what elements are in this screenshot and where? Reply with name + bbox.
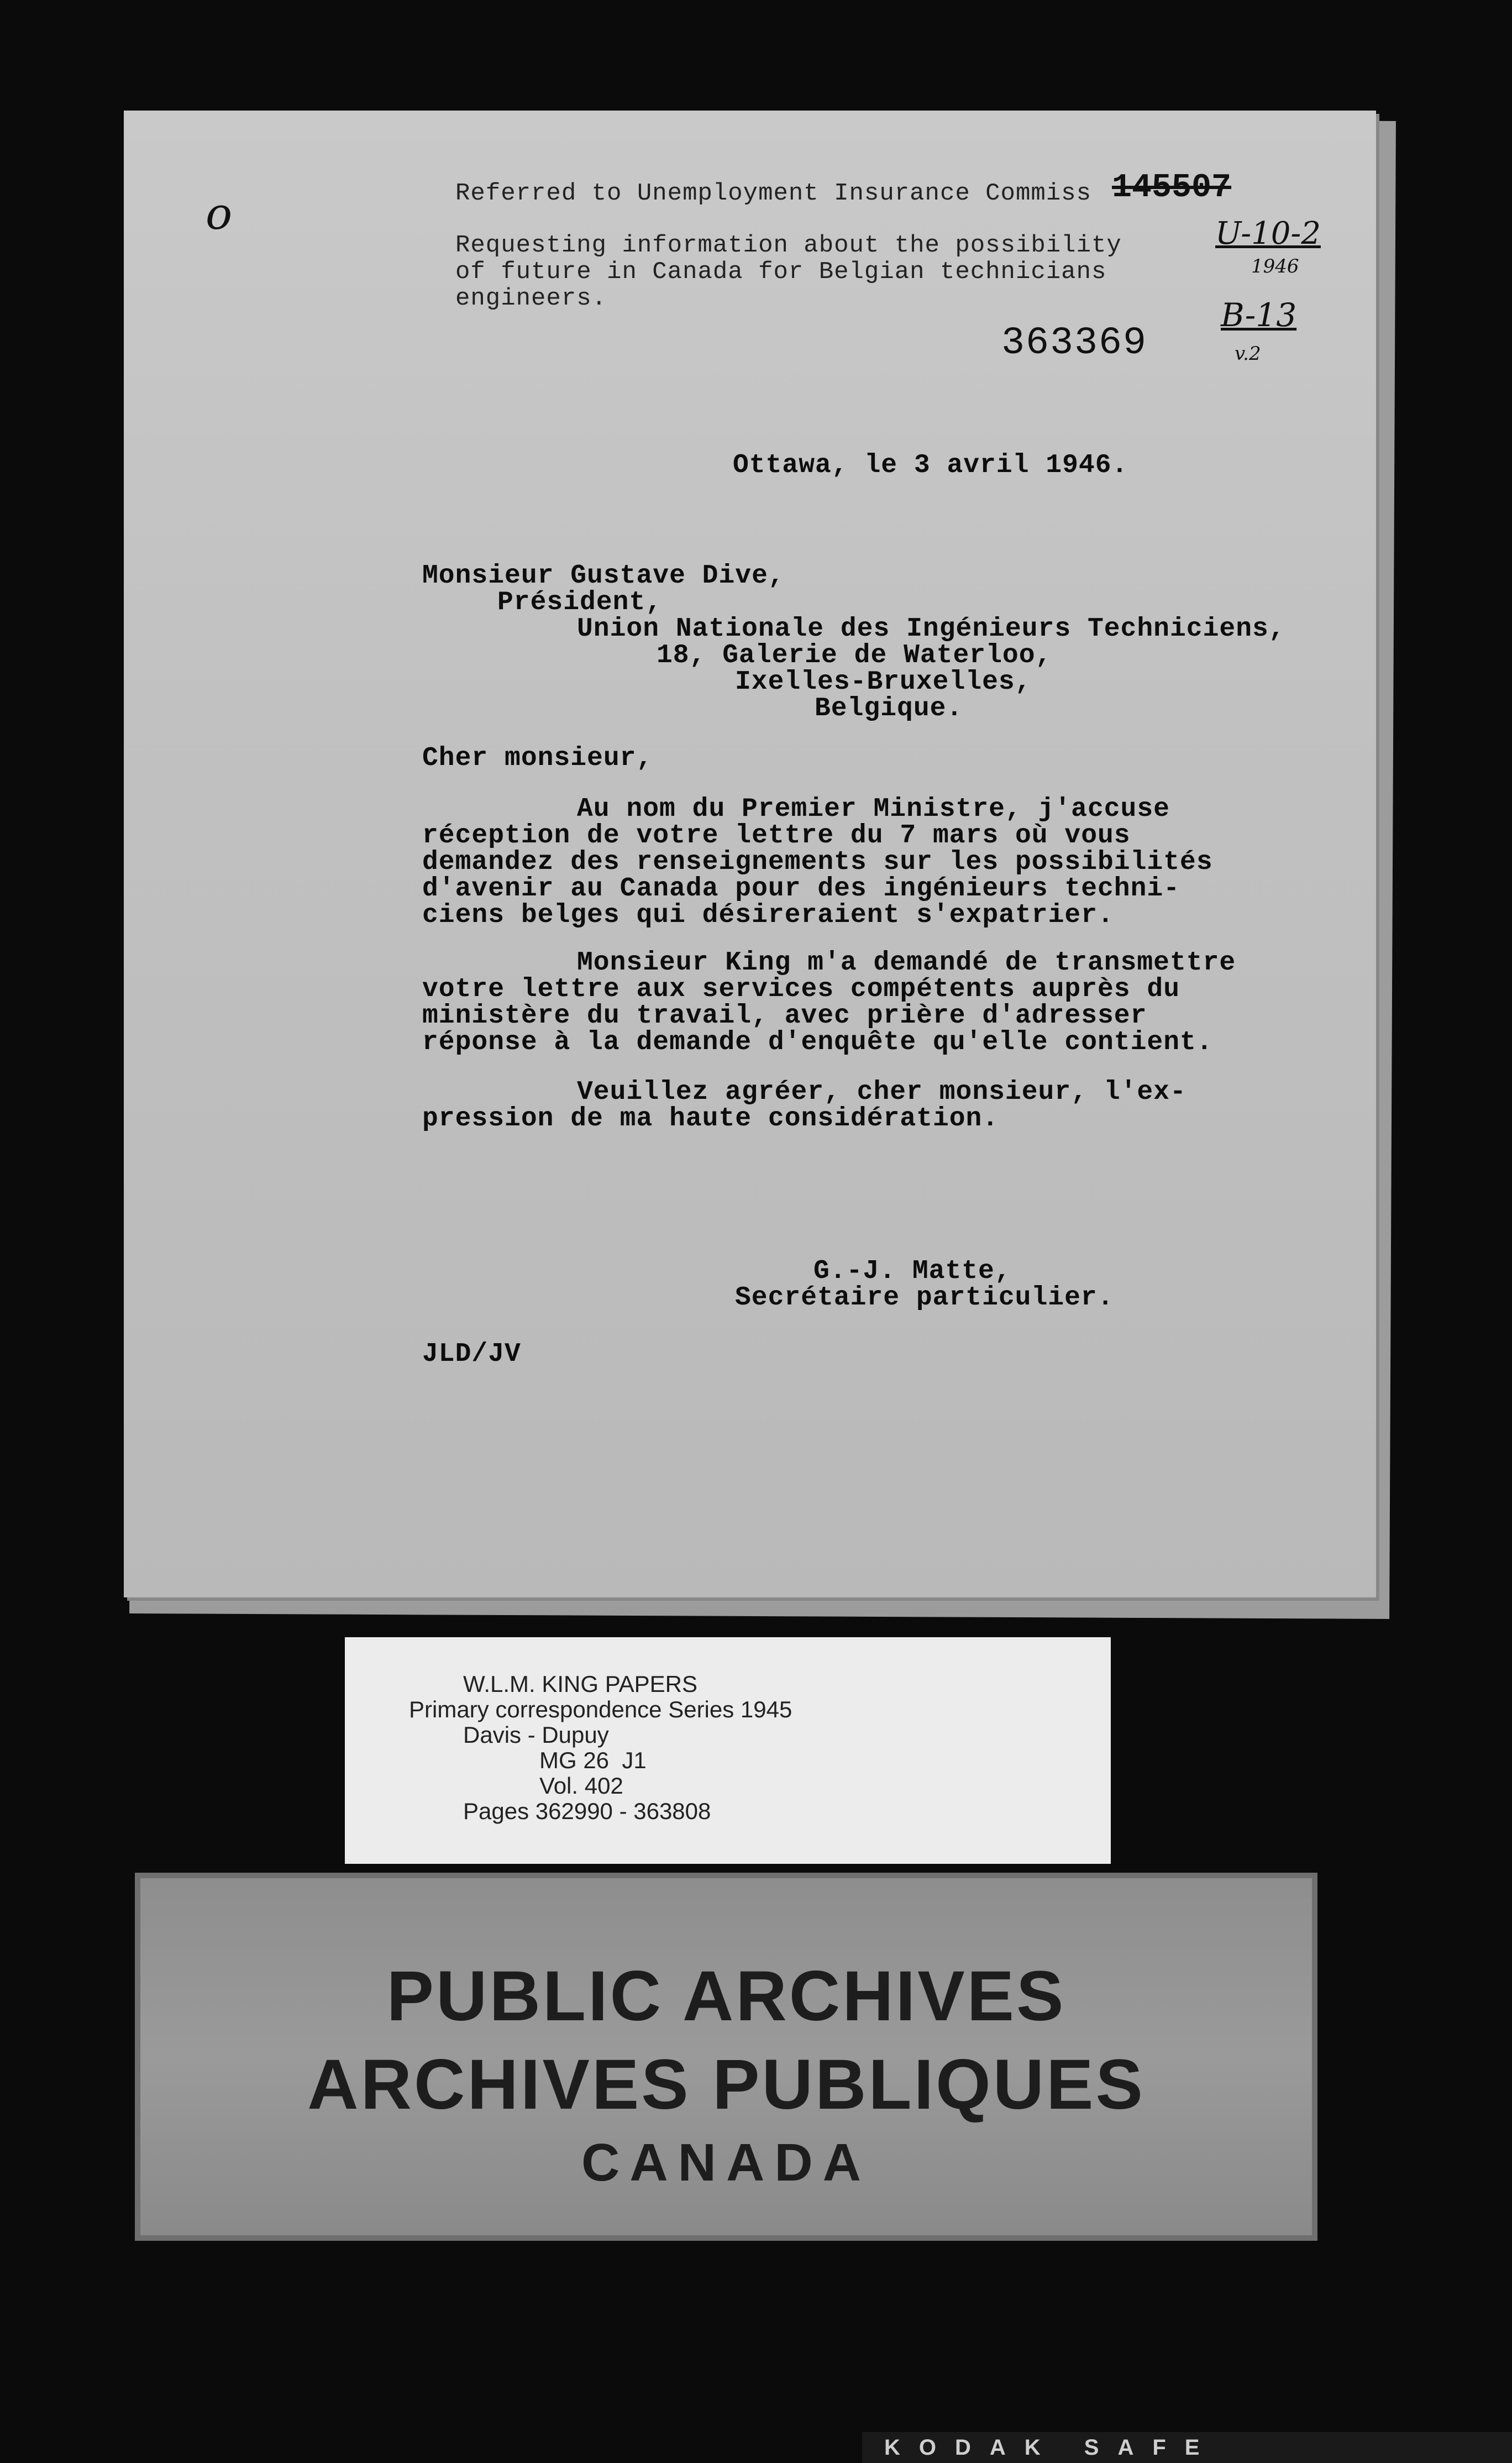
letter-sheet [124,111,1376,1597]
salutation: Cher monsieur, [422,743,653,773]
signature-name: G.-J. Matte, [813,1256,1011,1286]
hand-note-year: 1946 [1251,255,1299,277]
para3-line1: Veuillez agréer, cher monsieur, l'ex- [577,1077,1186,1107]
label-line-1: W.L.M. KING PAPERS [463,1671,697,1697]
summary-line-2: of future in Canada for Belgian technicians [455,258,1107,286]
archive-label-card [345,1637,1111,1864]
recipient-city: Ixelles-Bruxelles, [735,667,1032,697]
plaque-line-3: CANADA [581,2133,871,2192]
plaque-line-2: ARCHIVES PUBLIQUES [307,2045,1145,2124]
para1-line3: demandez des renseignements sur les possibilités [422,847,1213,877]
struck-number: 145507 [1112,169,1232,207]
label-line-5: Vol. 402 [539,1773,623,1799]
summary-line-1: Requesting information about the possibility [455,232,1122,259]
file-number: 363369 [1001,322,1148,365]
hand-note-box: B-13 [1221,296,1297,334]
para1-line1: Au nom du Premier Ministre, j'accuse [577,794,1170,824]
summary-line-3: engineers. [455,285,607,312]
para2-line4: réponse à la demande d'enquête qu'elle contient. [422,1028,1213,1057]
para1-line4: d'avenir au Canada pour des ingénieurs techni- [422,874,1180,904]
recipient-name: Monsieur Gustave Dive, [422,561,785,591]
margin-mark: o [206,188,233,239]
recipient-org: Union Nationale des Ingénieurs Techniciens, [577,614,1285,644]
typist-initials: JLD/JV [422,1339,521,1369]
recipient-street: 18, Galerie de Waterloo, [657,641,1052,670]
para2-line1: Monsieur King m'a demandé de transmettre [577,948,1236,978]
para1-line5: ciens belges qui désireraient s'expatrier. [422,900,1114,930]
label-line-4: MG 26 J1 [539,1747,647,1773]
para1-line2: réception de votre lettre du 7 mars où vous [422,821,1131,851]
film-edge-marking: KODAK SAFE [862,2432,1512,2463]
recipient-title: Président, [497,588,663,617]
plaque-line-1: PUBLIC ARCHIVES [386,1957,1066,2036]
label-line-2: Primary correspondence Series 1945 [409,1696,792,1722]
recipient-country: Belgique. [815,694,963,724]
public-archives-plaque [135,1873,1317,2241]
para2-line3: ministère du travail, avec prière d'adresser [422,1001,1147,1031]
hand-note-file: U-10-2 [1215,216,1321,251]
label-line-3: Davis - Dupuy [463,1722,609,1748]
para2-line2: votre lettre aux services compétents auprès du [422,974,1180,1004]
date-line: Ottawa, le 3 avril 1946. [733,450,1128,480]
para3-line2: pression de ma haute considération. [422,1104,999,1134]
referral-note: Referred to Unemployment Insurance Commiss [455,180,1091,207]
label-line-6: Pages 362990 - 363808 [463,1798,711,1824]
signature-title: Secrétaire particulier. [735,1283,1114,1313]
hand-note-volume: v.2 [1235,343,1261,365]
